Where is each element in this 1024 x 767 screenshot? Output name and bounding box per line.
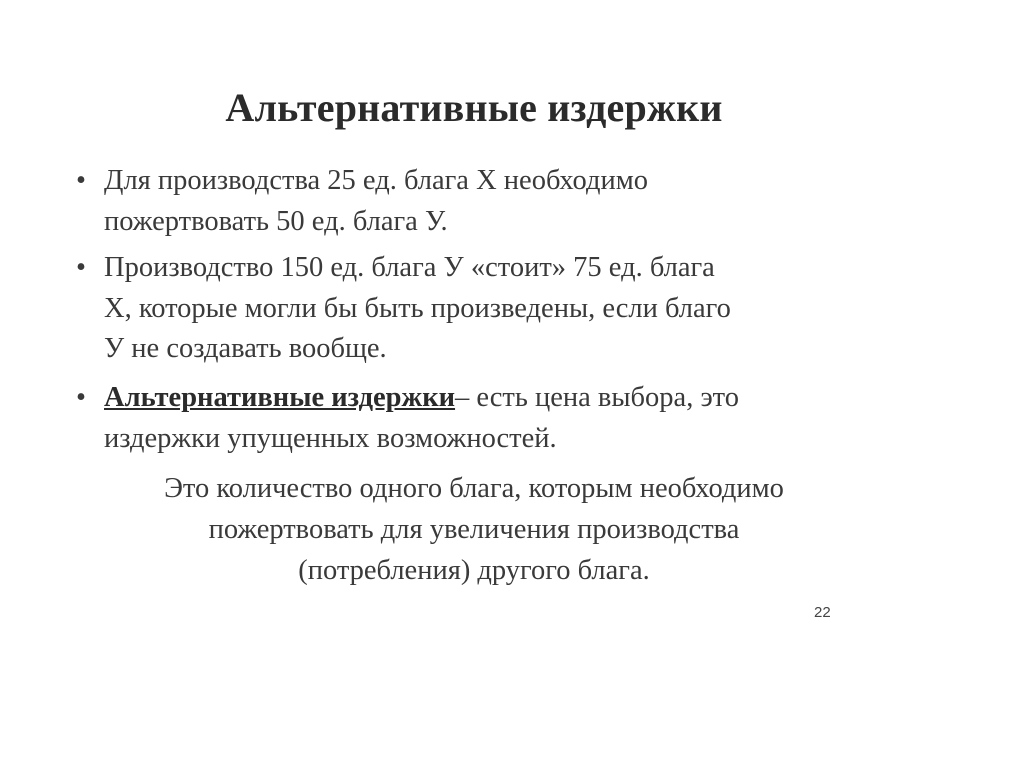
bullet-line: издержки упущенных возможностей. — [104, 422, 557, 454]
slide-title: Альтернативные издержки — [225, 85, 723, 130]
paragraph-line: (потребления) другого блага. — [298, 555, 650, 586]
definition-term: Альтернативные издержки — [104, 382, 456, 413]
bullet-marker: • — [76, 382, 86, 413]
page-number: 22 — [814, 604, 831, 621]
bullet-line: Х, которые могли бы быть произведены, если благо — [104, 292, 731, 324]
bullet-marker: • — [76, 165, 86, 196]
bullet-text — [104, 378, 884, 459]
bullet-text — [104, 248, 884, 370]
definition-paragraph — [0, 468, 948, 591]
bullet-line — [104, 378, 884, 419]
definition-rest: – есть цена выбора, это — [455, 382, 740, 413]
paragraph-line: пожертвовать для увеличения производства — [208, 514, 740, 545]
bullet-text — [104, 161, 884, 242]
paragraph-line: Это количество одного блага, которым необходимо — [164, 473, 784, 504]
bullet-line: Производство 150 ед. блага У «стоит» 75 ед. блага — [104, 252, 715, 283]
bullet-line: пожертвовать 50 ед. блага У. — [104, 205, 448, 237]
bullet-line: Для производства 25 ед. блага Х необходимо — [104, 165, 648, 196]
bullet-marker: • — [76, 252, 86, 283]
bullet-line: У не создавать вообще. — [104, 333, 387, 364]
